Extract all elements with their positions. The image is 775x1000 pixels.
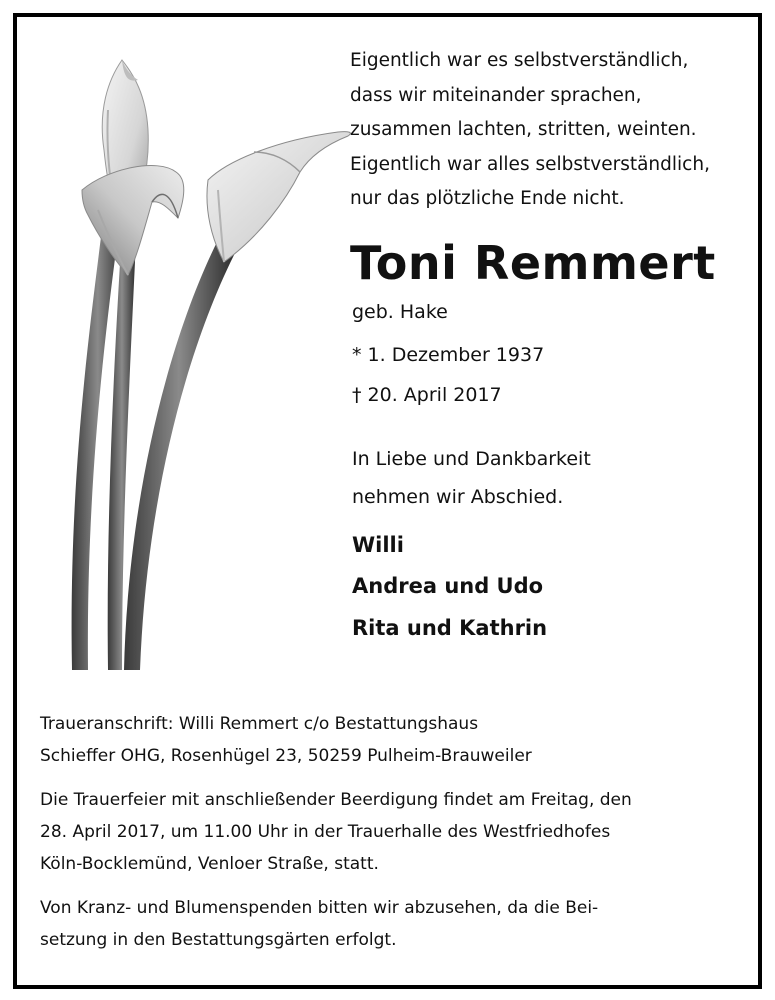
farewell-line: nehmen wir Abschied. bbox=[352, 486, 564, 508]
family-member: Rita und Kathrin bbox=[352, 616, 548, 640]
donation-line: setzung in den Bestattungsgärten erfolgt. bbox=[40, 930, 397, 950]
birth-date: * 1. Dezember 1937 bbox=[352, 344, 545, 366]
poem-line: nur das plötzliche Ende nicht. bbox=[350, 188, 625, 209]
flower-middle bbox=[82, 166, 184, 275]
poem-line: Eigentlich war es selbstverständlich, bbox=[350, 50, 689, 71]
family-member: Andrea und Udo bbox=[352, 574, 544, 598]
poem bbox=[350, 44, 740, 217]
stem-right bbox=[124, 240, 234, 670]
address-line: Traueranschrift: Willi Remmert c/o Bestattungshaus bbox=[40, 714, 479, 734]
deceased-name: Toni Remmert bbox=[350, 236, 716, 290]
family-member: Willi bbox=[352, 533, 404, 557]
donation-notice bbox=[40, 892, 720, 956]
flower-right bbox=[207, 132, 350, 262]
donation-line: Von Kranz- und Blumenspenden bitten wir abzusehen, da die Bei- bbox=[40, 898, 599, 918]
death-date: † 20. April 2017 bbox=[352, 384, 502, 406]
poem-line: dass wir miteinander sprachen, bbox=[350, 84, 642, 106]
poem-line: Eigentlich war alles selbstverständlich, bbox=[350, 153, 710, 175]
ceremony-line: 28. April 2017, um 11.00 Uhr in der Trauerhalle des Westfriedhofes bbox=[40, 822, 611, 842]
ceremony-line: Köln-Bocklemünd, Venloer Straße, statt. bbox=[40, 854, 379, 874]
calla-lily-illustration bbox=[48, 40, 368, 680]
ceremony-line: Die Trauerfeier mit anschließender Beerdigung findet am Freitag, den bbox=[40, 790, 632, 810]
ceremony-notice bbox=[40, 784, 720, 880]
address-line: Schieffer OHG, Rosenhügel 23, 50259 Pulheim-Brauweiler bbox=[40, 746, 532, 766]
birth-name: geb. Hake bbox=[352, 301, 448, 323]
mourning-address bbox=[40, 708, 720, 772]
poem-line: zusammen lachten, stritten, weinten. bbox=[350, 119, 697, 140]
farewell-line: In Liebe und Dankbarkeit bbox=[352, 448, 591, 470]
